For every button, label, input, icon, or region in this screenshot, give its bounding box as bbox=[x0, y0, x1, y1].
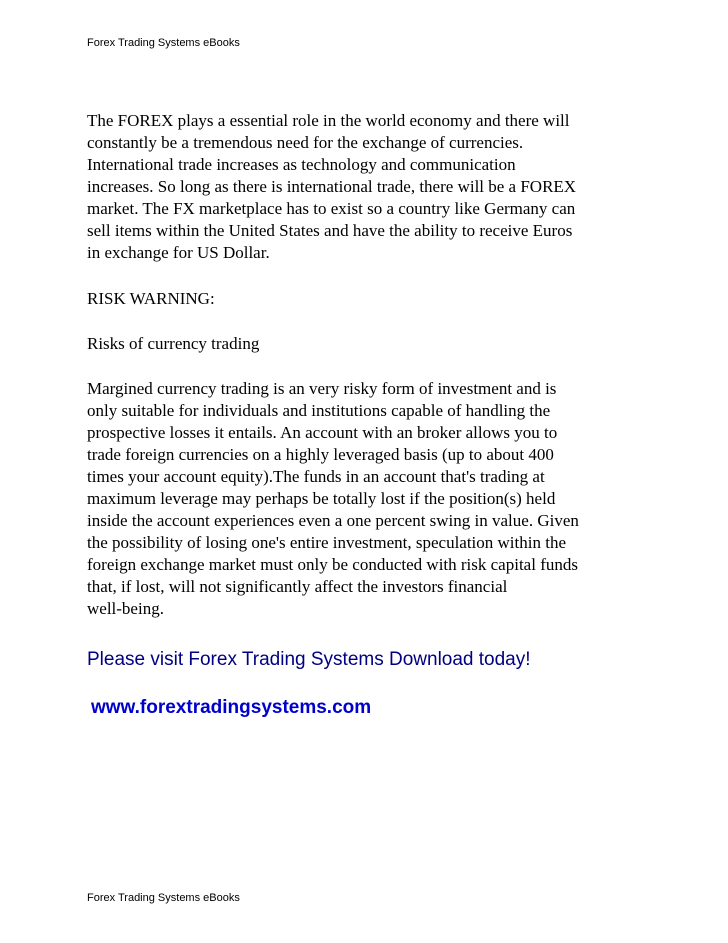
website-link[interactable]: www.forextradingsystems.com bbox=[91, 697, 372, 718]
paragraph-line: times your account equity).The funds in an account that's trading at bbox=[87, 467, 545, 486]
paragraph-line: sell items within the United States and have the ability to receive Euros bbox=[87, 221, 573, 240]
paragraph-line: increases. So long as there is international trade, there will be a FOREX bbox=[87, 177, 577, 196]
paragraph-line: The FOREX plays a essential role in the world economy and there will bbox=[87, 111, 570, 130]
risk-warning-heading: RISK WARNING: bbox=[87, 289, 215, 308]
risk-paragraph bbox=[87, 378, 687, 620]
paragraph-line: in exchange for US Dollar. bbox=[87, 243, 270, 262]
paragraph-line: International trade increases as technology and communication bbox=[87, 155, 516, 174]
paragraph-line: inside the account experiences even a one percent swing in value. Given bbox=[87, 511, 579, 530]
paragraph-line: that, if lost, will not significantly affect the investors financial bbox=[87, 577, 508, 596]
paragraph-line: the possibility of losing one's entire investment, speculation within the bbox=[87, 533, 566, 552]
paragraph-line: foreign exchange market must only be conducted with risk capital funds bbox=[87, 555, 578, 574]
call-to-action: Please visit Forex Trading Systems Download today! bbox=[87, 649, 531, 670]
paragraph-line: maximum leverage may perhaps be totally lost if the position(s) held bbox=[87, 489, 556, 508]
paragraph-line: prospective losses it entails. An account with an broker allows you to bbox=[87, 423, 558, 442]
page-footer: Forex Trading Systems eBooks bbox=[87, 892, 240, 904]
page-header: Forex Trading Systems eBooks bbox=[87, 37, 240, 49]
paragraph-line: well-being. bbox=[87, 599, 164, 618]
paragraph-line: Margined currency trading is an very risky form of investment and is bbox=[87, 379, 557, 398]
paragraph-line: market. The FX marketplace has to exist so a country like Germany can bbox=[87, 199, 576, 218]
paragraph-line: constantly be a tremendous need for the exchange of currencies. bbox=[87, 133, 524, 152]
paragraph-line: trade foreign currencies on a highly leveraged basis (up to about 400 bbox=[87, 445, 554, 464]
intro-paragraph bbox=[87, 110, 687, 264]
paragraph-line: only suitable for individuals and institutions capable of handling the bbox=[87, 401, 551, 420]
risk-subheading: Risks of currency trading bbox=[87, 334, 260, 353]
